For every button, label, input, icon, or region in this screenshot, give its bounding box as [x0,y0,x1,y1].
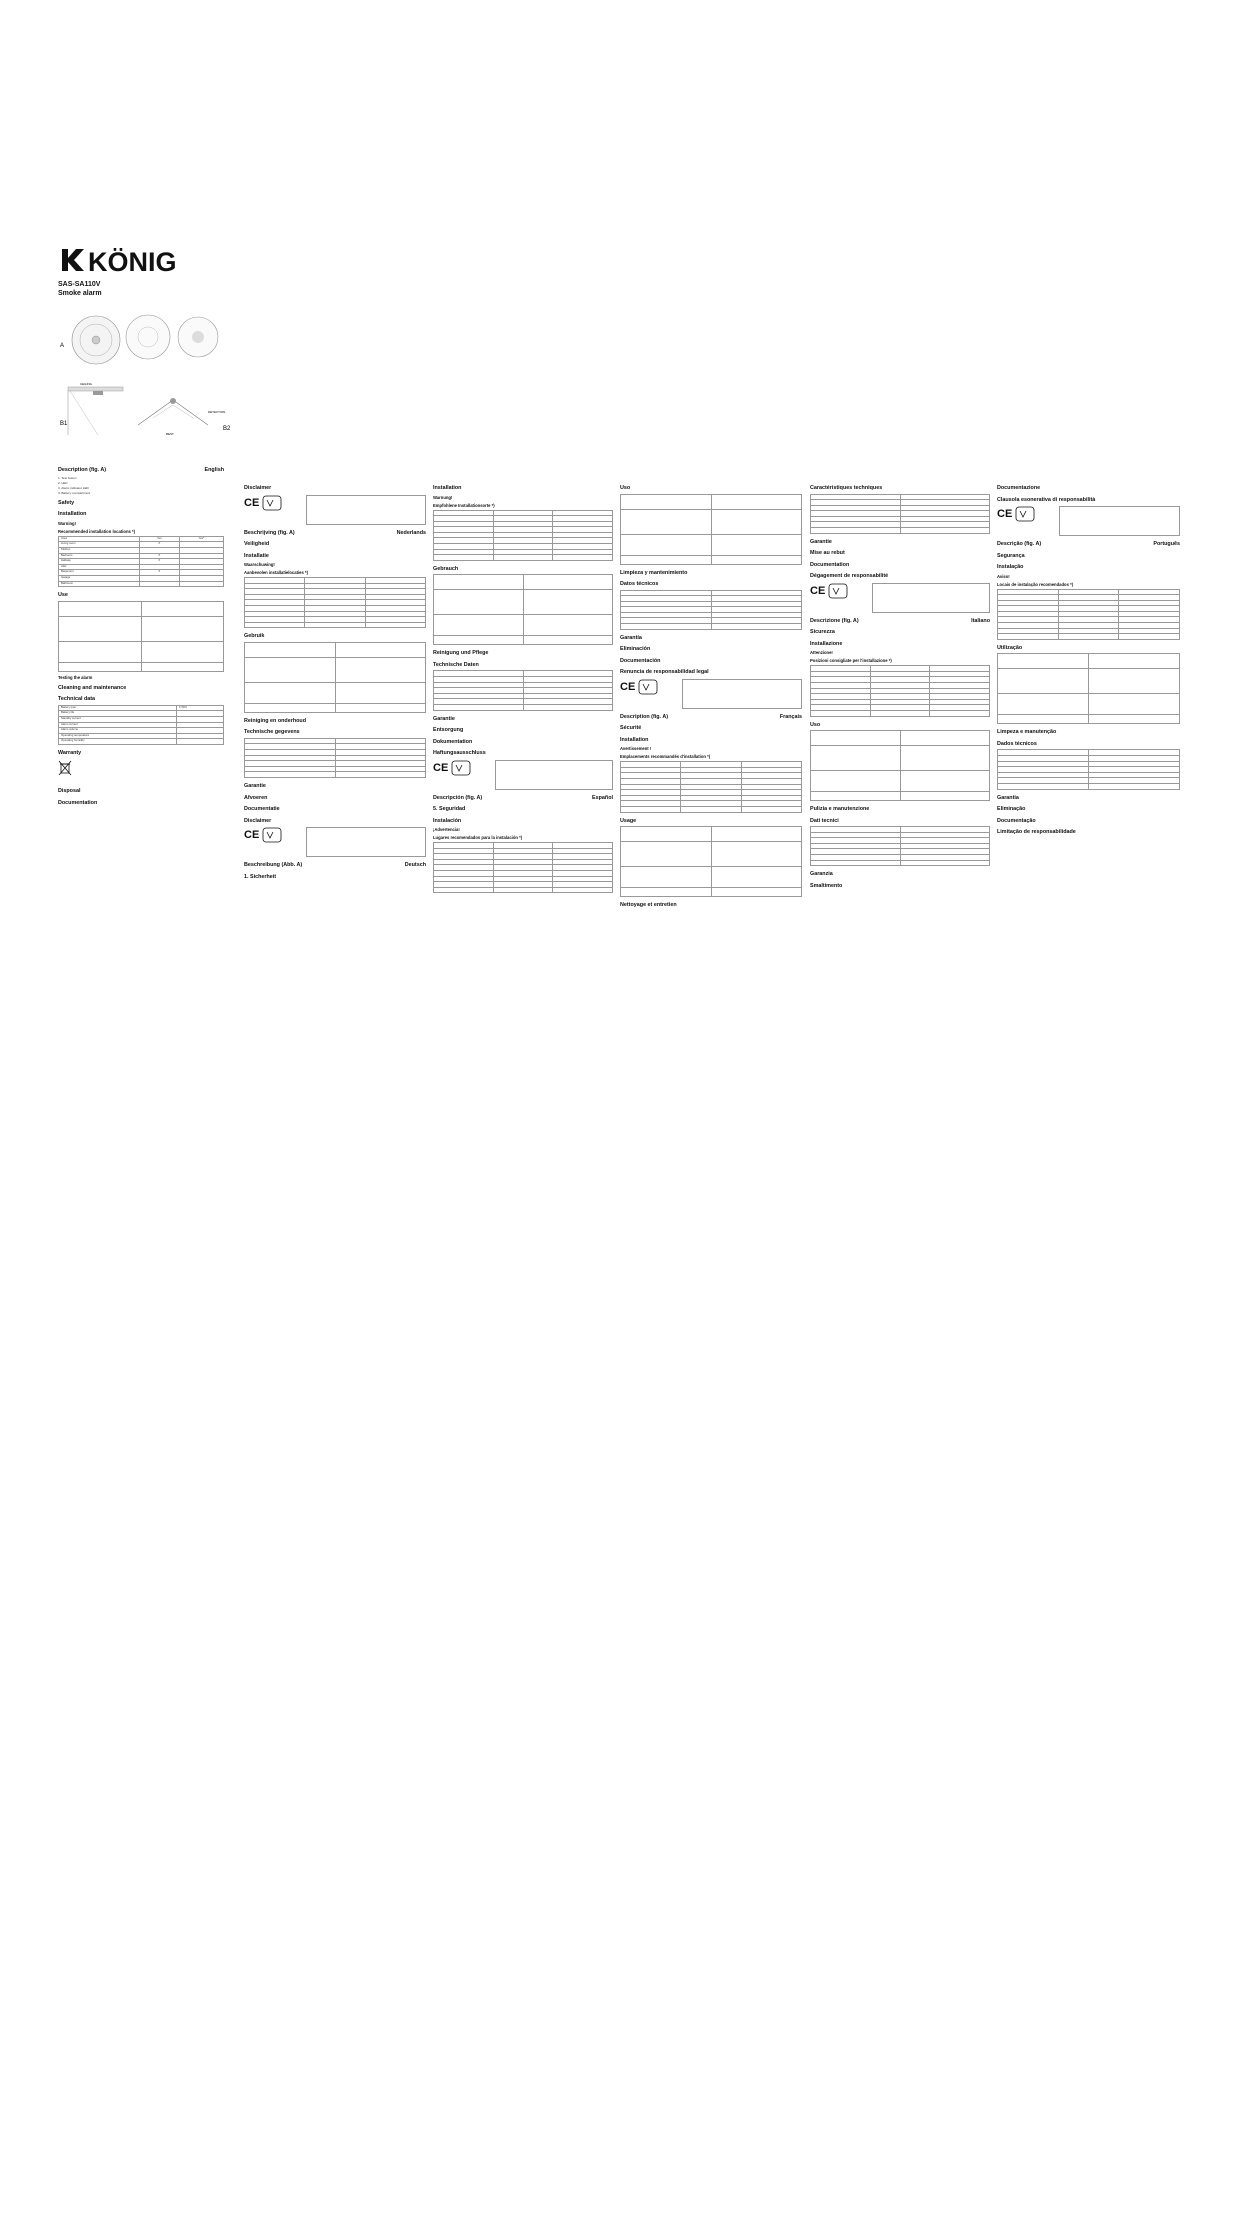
en-tech-title: Technical data [58,696,96,703]
table-row [59,601,224,616]
nl-ce-block [244,495,426,525]
table-row [998,715,1180,724]
table-row [621,624,802,630]
ce-mark-icon: CE [620,680,636,693]
it-install-title: Installazione [810,640,843,647]
de-use-table [433,574,613,645]
fr-use-table [620,826,802,897]
en-rec-title: Recommended installation locations *) [58,528,136,534]
pt-cleaning-title: Limpeza e manutenção [997,729,1057,736]
table-row: Operating temperature [59,733,224,739]
it-lang: Italiano [971,617,990,624]
detector-back-icon [126,315,170,359]
column-portugues [997,480,1180,2234]
table-row [621,534,802,555]
vds-logo-icon [828,583,848,599]
table-row: Operating humidity [59,739,224,745]
fr-rec-title: Emplacements recommandés d'installation *) [620,754,711,760]
de-lang: Deutsch [404,862,426,868]
de-documentation-title: Dokumentation [433,738,473,745]
fr-desc-title: Description (fig. A) [620,713,669,720]
en-warning: Warning! [58,520,76,526]
nl-use-table [244,642,426,713]
nl-install-title: Installatie [244,552,269,559]
it-liability-title: Clausola esonerativa di responsabilità [997,496,1096,503]
fr-lang: Français [779,713,802,720]
de-use-title: Gebrauch [433,565,459,572]
nl-tech-table [244,738,426,778]
ce-mark-icon: CE [244,829,260,841]
table-row [998,654,1180,669]
table-row: Living room X [59,542,224,548]
it-tech-table [810,826,990,866]
en-testing-title: Testing the alarm [58,674,93,680]
table-row [998,634,1180,640]
nl-rec-title: Aanbevolen installatielocaties *) [244,570,308,575]
it-use-title: Uso [810,721,821,728]
de-rec-title: Empfohlene Installationsorte *) [433,502,495,508]
wheelie-bin-icon [58,760,72,776]
table-row [434,704,613,710]
fr-warning: Avertissement ! [620,746,652,752]
pt-warranty-title: Garantia [997,794,1019,801]
column-nederlands [244,480,426,2234]
konig-logo [58,245,188,275]
column-deutsch-espanol [433,480,613,2234]
en-desc-title: Description (fig. A) [58,467,107,473]
es-warranty-title: Garantía [620,634,642,641]
table-row: Battery type 3 VDC [59,705,224,711]
column-english [58,462,224,2216]
it-rec-title: Posizioni consigliate per l'installazione *) [810,658,892,664]
table-row [811,792,990,801]
en-desc-1: 1. Test button [58,475,77,480]
en-warranty-title: Warranty [58,749,82,756]
it-ce-block [810,583,990,613]
table-row: Standby current [59,716,224,722]
nl-cleaning-title: Reiniging en onderhoud [244,717,306,724]
table-row [434,615,613,636]
de-desc-title: Beschreibung (Abb. A) [244,862,303,868]
table-row: Garage [59,576,224,582]
it-cleaning-title: Pulizia e manutenzione [810,806,870,812]
table-row [621,806,802,812]
it-safety-title: Sicurezza [810,629,835,636]
pt-ce-block [997,506,1180,536]
table-row [434,636,613,645]
en-documentation-title: Documentation [58,799,98,806]
it-warranty-title: Garanzia [810,871,833,878]
de-warning: Warnung! [433,494,453,500]
es-tech-title: Datos técnicos [620,581,659,587]
table-row [245,772,426,778]
fr-warranty-title: Garantie [810,538,832,545]
de-cleaning-title: Reinigung und Pflege [433,650,489,657]
table-row: Bathroom [59,581,224,587]
table-row: Bedroom X [59,553,224,559]
model-block [58,280,102,298]
es-install-title: Instalación [433,817,462,824]
table-row [998,694,1180,715]
table-row [245,657,426,682]
ce-mark-icon: CE [244,496,260,509]
es-warning: ¡Advertencia! [433,827,460,832]
table-row [998,669,1180,694]
en-install-title: Installation [58,511,87,518]
it-rec-table [810,665,990,716]
pt-desc-title: Descrição (fig. A) [997,541,1042,547]
table-row [811,710,990,716]
es-ce-block [433,760,613,790]
en-use-title: Use [58,592,68,599]
table-row: Area Yes Yes* [59,536,224,542]
fr-safety-title: Sécurité [620,725,642,732]
fr-disposal-title: Mise au rebut [810,550,845,557]
table-row [621,888,802,897]
fr-rec-table [620,761,802,812]
table-row [621,555,802,564]
detection-label: DETECTION [208,410,226,414]
table-row [621,494,802,509]
es-safety-title: 5. Seguridad [433,806,466,812]
table-row [245,682,426,703]
ceiling-label: CEILING [80,382,93,386]
de-ce-block [244,827,426,857]
column-francais-italiano [810,480,990,2234]
fr-ce-block [620,679,802,709]
table-row [811,771,990,792]
nl-rec-table [244,577,426,628]
it-desc-title: Descrizione (fig. A) [810,617,859,624]
en-tech-table [58,705,224,745]
table-row [811,731,990,746]
en-safety-title: Safety [58,499,75,506]
fr-tech-title: Caractéristiques techniques [810,485,883,491]
es-use-title: Uso [620,485,631,491]
it-warning: Attenzione! [810,650,833,656]
en-disposal-title: Disposal [58,788,81,795]
de-tech-table [433,670,613,710]
table-row [59,662,224,671]
es-documentation-title: Documentación [620,657,661,664]
pt-disposal-title: Eliminação [997,806,1026,812]
de-rec-table [433,510,613,561]
vds-logo-icon [451,760,471,776]
best-label: BEST [166,432,174,436]
es-cleaning-title: Limpieza y mantenimiento [620,569,688,576]
table-row [245,642,426,657]
vds-logo-icon [262,495,282,511]
fig-a-label: A [60,343,65,349]
nl-desc-title: Beschrijving (fig. A) [244,529,295,536]
de-safety-title: 1. Sicherheit [244,873,277,880]
es-liability-title: Renuncia de responsabilidad legal [620,669,709,676]
ce-mark-icon: CE [433,761,449,774]
table-row [811,860,990,866]
pt-safety-title: Segurança [997,552,1025,559]
vds-logo-icon [262,827,282,843]
pt-tech-table [997,749,1180,789]
es-rec-table [433,842,613,893]
es-tech-table [620,590,802,630]
fr-tech-table [810,494,990,534]
table-row [245,622,426,628]
pt-use-title: Utilização [997,644,1023,651]
es-desc-title: Descripción (fig. A) [433,794,483,801]
pt-documentation-title: Documentação [997,817,1036,824]
table-row: Alarm current [59,722,224,728]
en-desc-2: 2. LED [58,480,68,485]
figure-illustrations [58,305,238,455]
it-tech-title: Dati tecnici [810,817,839,824]
table-row: Attic [59,564,224,570]
table-row: Alarm volume [59,728,224,734]
table-row [621,827,802,842]
fr-liability-title: Dégagement de responsabilité [810,573,889,580]
pt-use-table [997,653,1180,724]
table-row [621,867,802,888]
table-row [434,575,613,590]
table-row [621,509,802,534]
pt-install-title: Instalação [997,564,1024,570]
vds-logo-icon [638,679,658,695]
pt-lang: Português [1153,541,1180,547]
brand-text: KÖNIG [88,247,177,275]
en-use-table [58,601,224,672]
pt-tech-title: Dados técnicos [997,740,1037,747]
product-name: Smoke alarm [58,290,102,297]
fr-documentation-title: Documentation [810,561,850,568]
nl-use-title: Gebruik [244,633,265,640]
it-disposal-title: Smaltimento [810,882,843,889]
es-disposal-title: Eliminación [620,646,651,653]
de-tech-title: Technische Daten [433,661,479,668]
de-disposal-title: Entsorgung [433,727,464,733]
table-row [811,746,990,771]
table-row [621,842,802,867]
es-rec-title: Lugares recomendados para la instalación *) [433,835,523,840]
table-row [245,703,426,712]
fig-b1-label: B1 [60,421,68,427]
fr-use-title: Usage [620,817,637,824]
table-row [434,887,613,893]
ce-mark-icon: CE [810,584,826,597]
de-liability-title: Haftungsausschluss [433,750,486,756]
en-desc-4: 4. Battery compartment [58,490,91,495]
table-row: Kitchen [59,548,224,554]
column-espanol-francais [620,480,802,2234]
pt-rec-table [997,589,1180,640]
fr-install-title: Installation [620,736,649,743]
nl-safety-title: Veiligheid [244,541,270,547]
it-documentation-title: Documentazione [997,485,1041,491]
en-cleaning-title: Cleaning and maintenance [58,684,127,691]
table-row [59,641,224,662]
table-row: Basement X [59,570,224,576]
table-row: Hallway X [59,559,224,565]
fr-cleaning-title: Nettoyage et entretien [620,902,677,908]
en-rec-table [58,536,224,587]
de-install-title: Installation [433,485,462,491]
vds-logo-icon [1015,506,1035,522]
nl-disclaimer-title: Disclaimer [244,485,272,491]
table-row [59,616,224,641]
nl-lang: Nederlands [396,529,426,536]
es-use-table [620,494,802,565]
it-use-table [810,730,990,801]
pt-warning: Aviso! [997,573,1010,579]
es-lang: Español [592,794,613,801]
pt-liability-title: Limitação de responsabilidade [997,829,1076,835]
ce-mark-icon: CE [997,508,1013,520]
model-number: SAS-SA110V [58,281,101,288]
table-row [434,555,613,561]
de-warranty-title: Garantie [433,715,455,722]
de-disclaimer-title: Disclaimer [244,817,272,824]
table-row [811,528,990,534]
fig-b2-label: B2 [223,426,231,432]
nl-warning: Waarschuwing! [244,562,275,567]
nl-tech-title: Technische gegevens [244,729,300,736]
pt-rec-title: Locais de instalação recomendados *) [997,581,1074,587]
nl-disposal-title: Afvoeren [244,794,268,801]
en-lang: English [204,467,224,473]
table-row [998,783,1180,789]
nl-documentation-title: Documentatie [244,806,280,812]
en-desc-3: 3. Alarm indicator LED [58,485,89,490]
table-row [434,590,613,615]
nl-warranty-title: Garantie [244,783,266,789]
table-row: Battery life [59,711,224,717]
